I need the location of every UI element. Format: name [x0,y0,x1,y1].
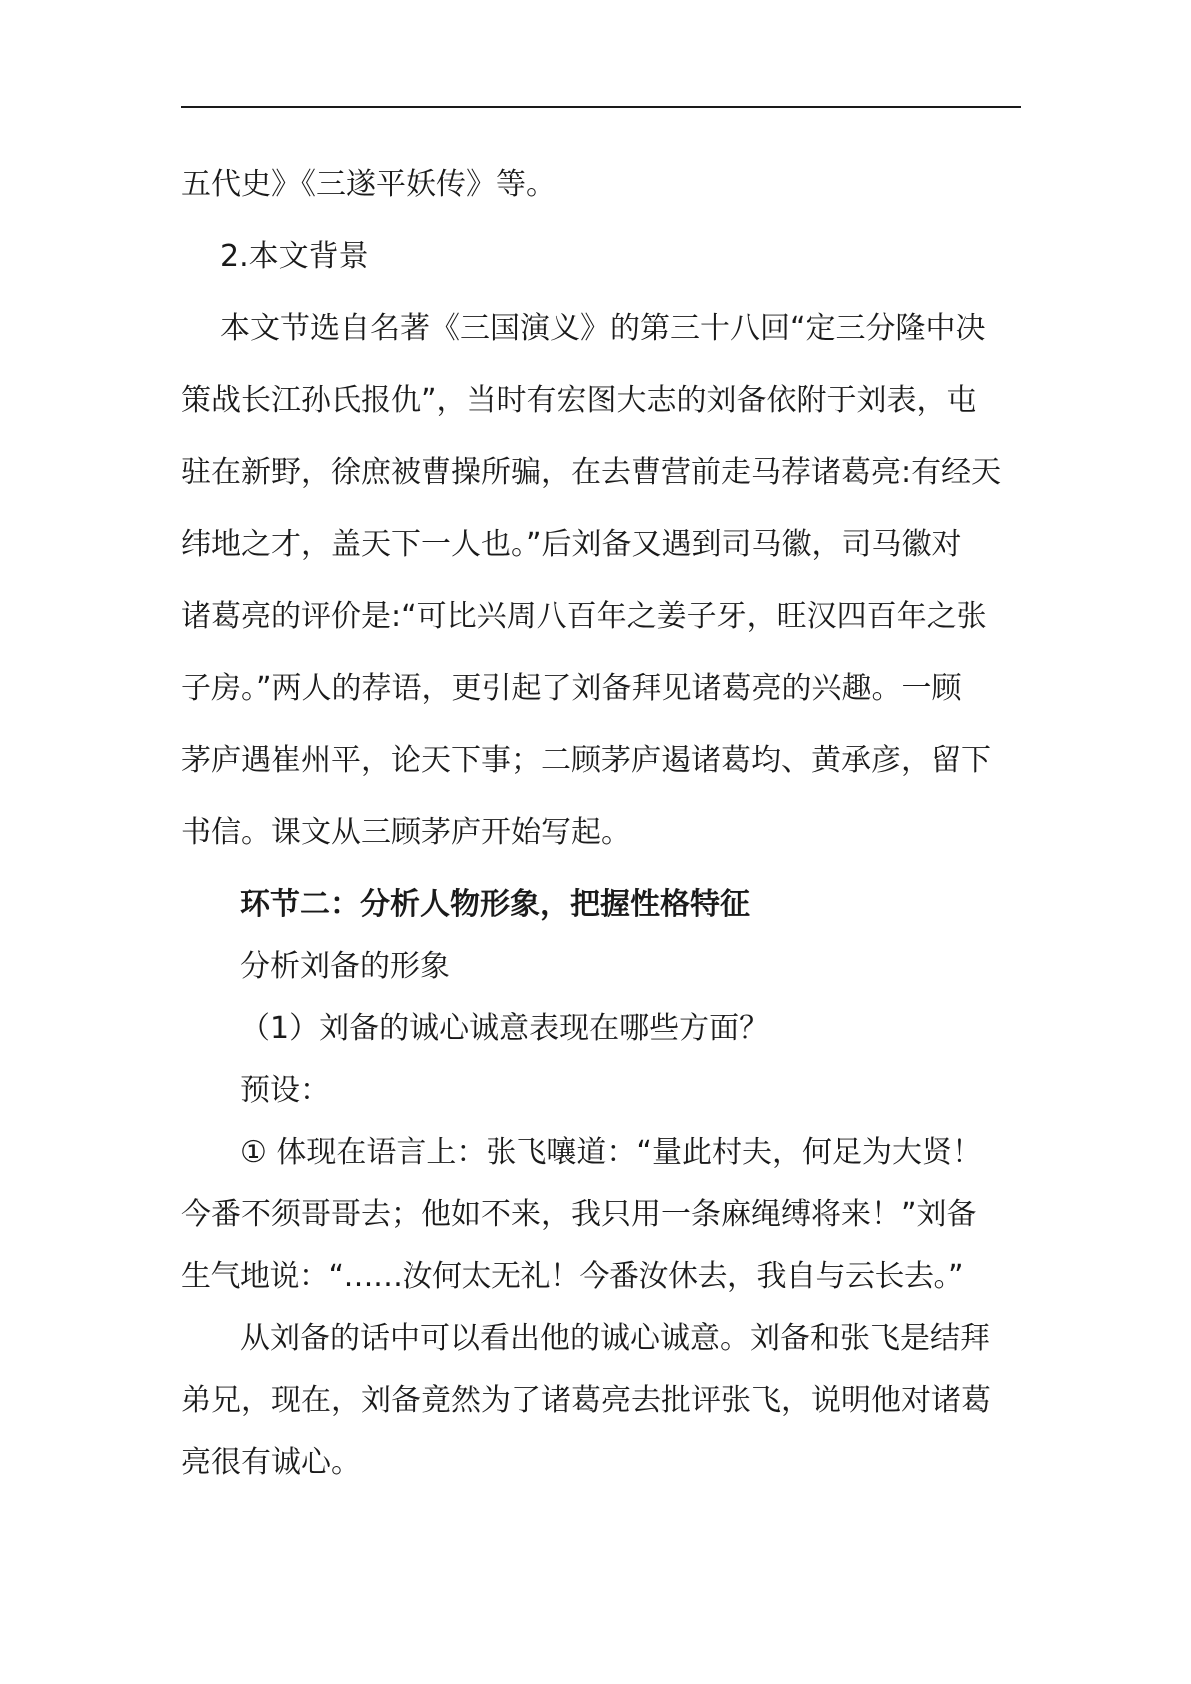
question: （1）刘备的诚心诚意表现在哪些方面？ [240,1011,770,1046]
text-line: 茅庐遇崔州平，论天下事；二顾茅庐遏诸葛均、黄承彦，留下 [181,743,991,778]
document-body [181,164,1021,1483]
text-line: 本文节选自名著《三国演义》的第三十八回“定三分隆中决 [220,311,986,346]
section-heading: 2.本文背景 [220,239,369,274]
text-line: 驻在新野，徐庶被曹操所骗，在去曹营前走马荐诸葛亮:有经天 [181,455,1002,490]
text-line: 今番不须哥哥去；他如不来，我只用一条麻绳缚将来！”刘备 [181,1197,977,1232]
text-line: 子房。”两人的荐语，更引起了刘备拜见诸葛亮的兴趣。一顾 [181,671,962,706]
text-line: 生气地说：“……汝何太无礼！今番汝休去，我自与云长去。” [181,1259,964,1294]
text-line: 策战长江孙氏报仇”，当时有宏图大志的刘备依附于刘表，屯 [181,383,977,418]
text-line: 从刘备的话中可以看出他的诚心诚意。刘备和张飞是结拜 [240,1321,990,1356]
header-rule [181,106,1021,108]
text-line: 书信。课文从三顾茅庐开始写起。 [181,815,631,850]
text-line: 亮很有诚心。 [181,1445,361,1480]
preset-label: 预设： [240,1073,330,1108]
subheading: 分析刘备的形象 [240,949,450,984]
text-line: 弟兄，现在，刘备竟然为了诸葛亮去批评张飞，说明他对诸葛 [181,1383,991,1418]
text-line: 诸葛亮的评价是:“可比兴周八百年之姜子牙，旺汉四百年之张 [181,599,987,634]
text-line: 纬地之才，盖天下一人也。”后刘备又遇到司马徽，司马徽对 [181,527,962,562]
section-heading: 环节二：分析人物形象，把握性格特征 [240,887,750,922]
text-line: ① 体现在语言上：张飞嚷道：“量此村夫，何足为大贤！ [240,1135,982,1170]
text-line: 五代史》《三遂平妖传》等。 [181,167,556,202]
